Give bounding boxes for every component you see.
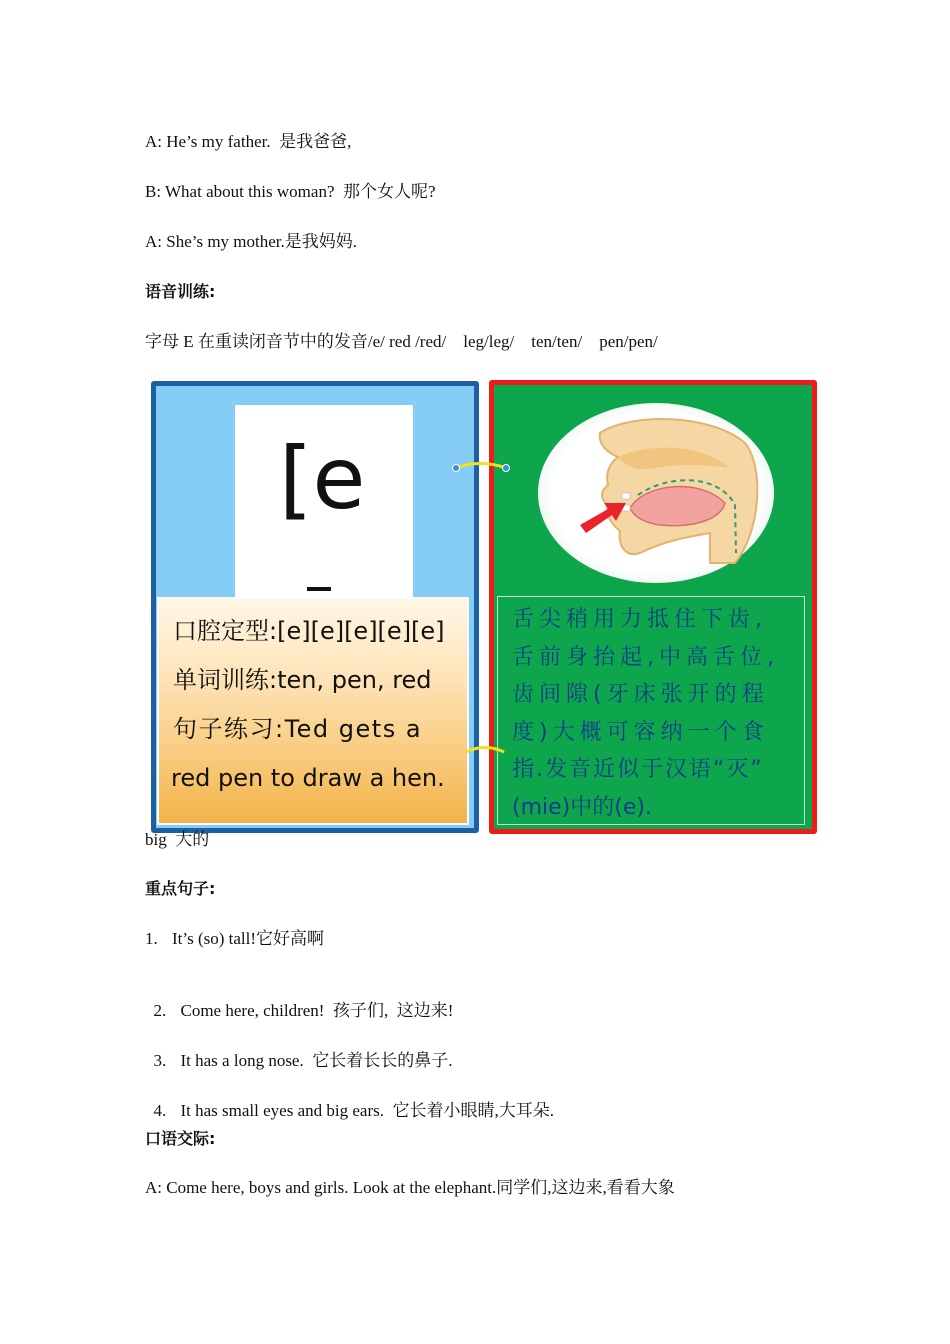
sentence-item — [145, 1078, 554, 1122]
sentences-heading: 重点句子: — [145, 879, 216, 898]
training-notes-box — [157, 597, 469, 825]
dialogue-en: A: He’s my father. — [145, 132, 271, 151]
notes-line: 句子练习:Ted gets a — [173, 715, 423, 743]
word-line — [145, 829, 209, 851]
mouth-cross-section-icon — [560, 413, 770, 583]
description-line: 舌尖稍用力抵住下齿, — [512, 607, 767, 632]
word-zh: 大的 — [175, 830, 210, 849]
description-line: 度)大概可容纳一个食 — [512, 719, 769, 745]
dialogue-line-1 — [145, 131, 351, 153]
description-line: 舌前身抬起,中高舌位, — [512, 644, 779, 670]
notes-line: red pen to draw a hen. — [171, 764, 445, 792]
sentence-text: It has small eyes and big ears. 它长着小眼睛,大耳朵. — [180, 1101, 554, 1120]
connector-bottom-icon — [462, 742, 508, 762]
word-en: big — [145, 830, 167, 849]
dialogue-zh: 那个女人呢? — [343, 182, 436, 201]
phonics-line: 字母 E 在重读闭音节中的发音/e/ red /red/ leg/leg/ ten/ten/ pen/pen/ — [145, 332, 658, 351]
pronunciation-description-box — [497, 596, 805, 825]
oral-heading: 口语交际: — [145, 1129, 216, 1148]
dialogue-en: B: What about this woman? — [145, 182, 335, 201]
phoneme-underline — [307, 587, 331, 591]
description-line: (mie)中的(e). — [512, 794, 652, 820]
description-line: 齿间隙(牙床张开的程 — [512, 682, 769, 707]
dialogue-line-2 — [145, 181, 436, 203]
sentence-text: It’s (so) tall!它好高啊 — [172, 929, 325, 948]
sentence-number: 3. — [153, 1051, 167, 1070]
connector-top-icon — [450, 458, 514, 478]
dialogue-zh: 是我妈妈. — [284, 232, 358, 251]
dialogue-line-3 — [145, 231, 357, 253]
sentence-item — [145, 978, 453, 1022]
sentence-number: 1. — [145, 929, 158, 948]
phonics-heading: 语音训练: — [145, 282, 216, 301]
dialogue-en: A: She’s my mother. — [145, 232, 285, 251]
sentence-item — [145, 928, 324, 950]
dialogue-zh: 是我爸爸, — [279, 132, 352, 151]
oral-line: A: Come here, boys and girls. Look at the elephant.同学们,这边来,看看大象 — [145, 1178, 675, 1197]
notes-line: 口腔定型:[e][e][e][e][e] — [173, 617, 445, 645]
sentence-number: 4. — [153, 1101, 167, 1120]
sentence-number: 2. — [153, 1001, 167, 1020]
notes-line: 单词训练:ten, pen, red — [173, 666, 432, 694]
sentence-text: It has a long nose. 它长着长长的鼻子. — [180, 1051, 453, 1070]
phoneme-symbol: [e — [279, 429, 366, 529]
sentence-item — [145, 1028, 452, 1072]
description-line: 指.发音近似于汉语“灭” — [512, 757, 764, 782]
sentence-text: Come here, children! 孩子们, 这边来! — [180, 1001, 454, 1020]
phoneme-symbol-box — [235, 405, 413, 605]
